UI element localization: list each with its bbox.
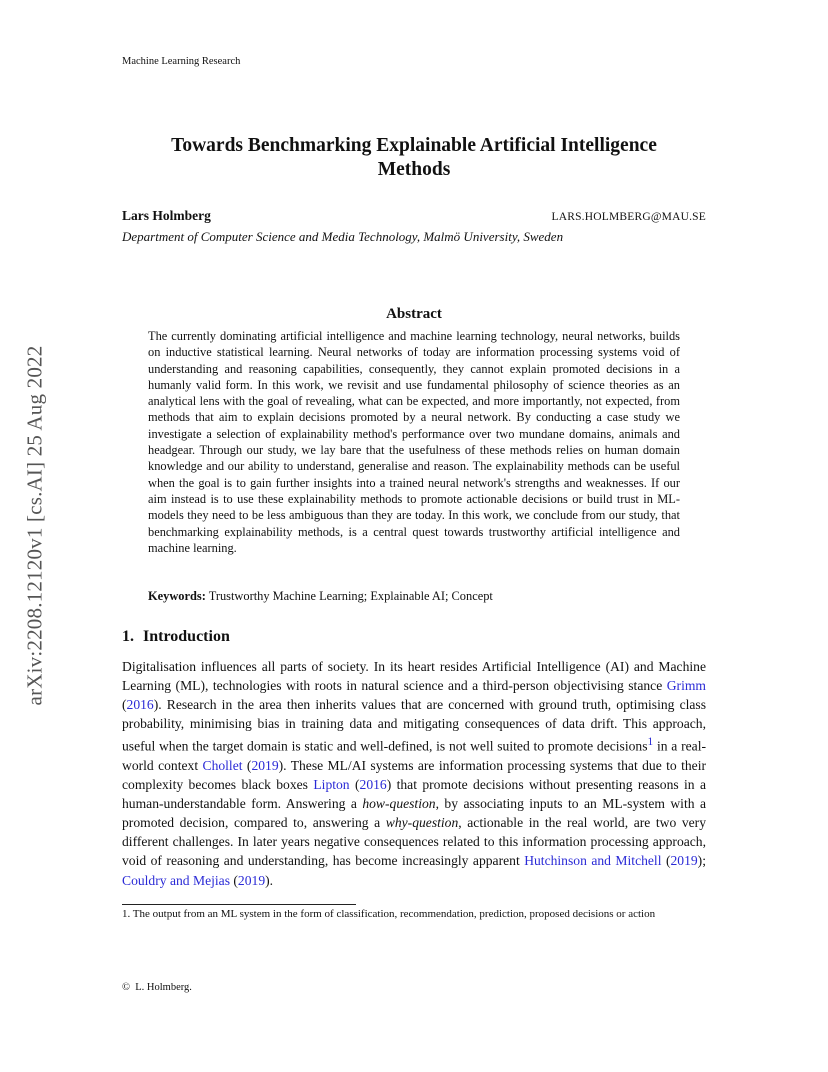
author-name: Lars Holmberg xyxy=(122,208,211,223)
citation-year-link[interactable]: 2019 xyxy=(251,758,279,773)
abstract-text: The currently dominating artificial intelligence and machine learning technology, neural networks, builds on inductive statistical learning. Neural networks of today are information processing systems void of understanding and reasoning capabilities, consequently, they cannot explain promoted decisions in a humanly valid form. In this work, we revisit and use fundamental philosophy of science theories as an analytical lens with the goal of revealing, what can be expected, and more importantly, not expected, from methods that aim to explain decisions promoted by a neural network. By conducting a case study we investigate a selection of explainability method's performance over two mundane domains, animals and headgear. Through our study, we lay bare that the usefulness of these methods relies on human domain knowledge and our ability to understand, generalise and reason. The explainability methods can be useful when the goal is to gain further insights into a trained neural network's strengths and weaknesses. If our aim instead is to use these explainability methods to promote actionable decisions or build trust in ML-models they need to be less ambiguous than they are today. In this work, we conclude from our study, that benchmarking explainability methods, is a central quest towards trustworthy artificial intelligence and machine learning. xyxy=(148,329,680,555)
section-heading xyxy=(122,628,230,646)
title-line-2: Methods xyxy=(377,159,451,180)
introduction-paragraph: Digitalisation influences all parts of society. In its heart resides Artificial Intelligence (AI) and Machine Learning (ML), technologies with roots in natural science and a third-person objectivising stance Grimm (2016). Research in the area then inherits values that are concerned with ground truth, optimising class probability, minimising bias in training data and mitigating consequences of data drift. This approach, useful when the target domain is static and well-defined, is not well suited to promote decisions$^1$ in a real-world context Chollet (2019). These ML/AI systems are information processing systems that due to their complexity becomes black boxes Lipton (2016) that promote decisions without presenting reasons in a human-understandable form. Answering a how-question, by associating inputs to an ML-system with a promoted decision, compared to, answering a why-question, actionable in the real world, are two very different challenges. In later years negative consequences related to this information processing approach, void of reasoning and understanding, has become increasingly apparent Hutchinson and Mitchell (2019); Couldry and Mejias (2019). xyxy=(122,659,707,888)
footnote-rule xyxy=(122,904,356,905)
author-email: LARS.HOLMBERG@MAU.SE xyxy=(551,211,706,223)
emphasis-why-question: why-question xyxy=(385,815,459,831)
section-number: 1. xyxy=(122,628,134,645)
abstract-heading: Abstract xyxy=(386,306,442,322)
copyright-line xyxy=(122,982,192,993)
citation-link[interactable]: Lipton xyxy=(313,777,350,793)
author-affiliation: Department of Computer Science and Media Technology, Malmö University, Sweden xyxy=(122,229,564,244)
paper-title xyxy=(122,134,706,182)
arxiv-identifier-text: arXiv:2208.12120v1 [cs.AI] 25 Aug 2022 xyxy=(22,345,47,705)
copyright-holder: L. Holmberg. xyxy=(135,982,192,993)
keywords-list: Trustworthy Machine Learning; Explainable AI; Concept xyxy=(208,589,493,603)
citation-link[interactable]: Chollet xyxy=(202,758,243,773)
arxiv-side-identifier xyxy=(20,290,50,760)
citation-year-link[interactable]: 2016 xyxy=(126,697,154,713)
keywords xyxy=(148,589,680,604)
running-head: Machine Learning Research xyxy=(122,56,241,67)
citation-year-link[interactable]: 2019 xyxy=(670,853,698,869)
footnote-marker[interactable]: 1 xyxy=(647,736,654,749)
citation-year-link[interactable]: 2019 xyxy=(237,872,266,888)
citation-link[interactable]: Couldry and Mejias xyxy=(122,872,230,888)
copyright-icon: © xyxy=(122,982,130,993)
title-line-1: Towards Benchmarking Explainable Artificial Intelligence xyxy=(171,135,657,156)
citation-link[interactable]: Grimm xyxy=(666,678,706,694)
citation-year-link[interactable]: 2016 xyxy=(359,777,387,793)
footnote: 1. The output from an ML system in the form of classification, recommendation, prediction, proposed decisions or action xyxy=(122,908,656,920)
keywords-label: Keywords: xyxy=(148,589,206,603)
citation-link[interactable]: Hutchinson and Mitchell xyxy=(524,853,662,869)
emphasis-how-question: how-question xyxy=(362,796,436,812)
section-title: Introduction xyxy=(143,628,230,645)
